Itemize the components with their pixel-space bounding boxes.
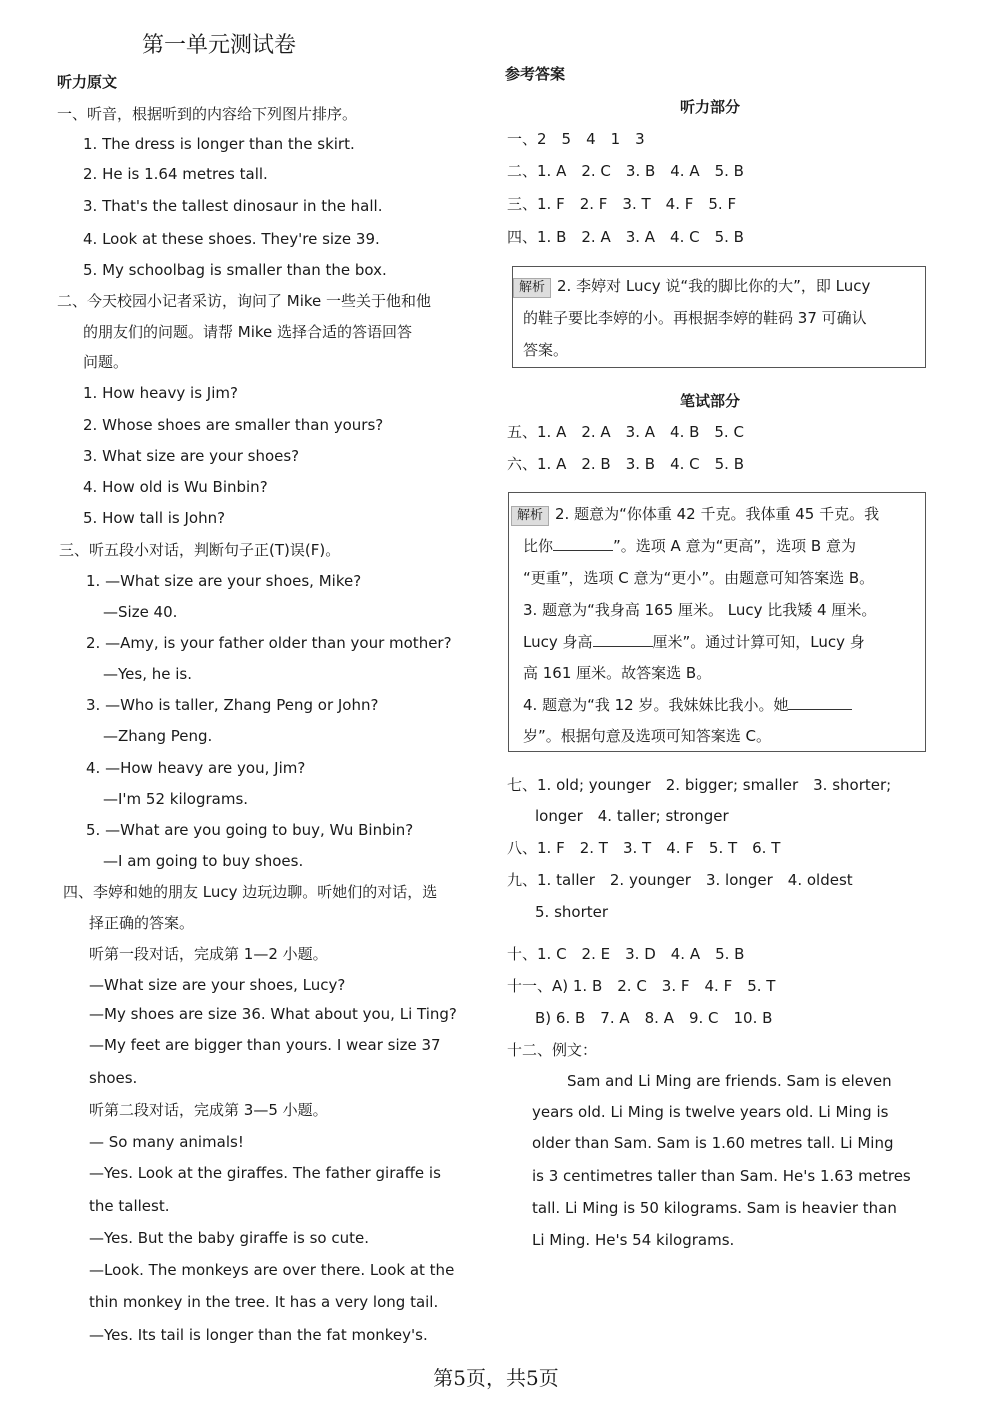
listening-part-heading: 听力部分	[680, 98, 741, 116]
answer-row: 十二、例文：	[507, 1041, 598, 1059]
script-line: shoes.	[89, 1069, 138, 1087]
script-line: 1. The dress is longer than the skirt.	[83, 135, 355, 153]
script-line: 4. Look at these shoes. They're size 39.	[83, 230, 380, 248]
sample-essay-line: tall. Li Ming is 50 kilograms. Sam is heavier than	[532, 1199, 897, 1217]
sample-essay-line: Li Ming. He's 54 kilograms.	[532, 1231, 735, 1249]
script-line: 3. That's the tallest dinosaur in the hall.	[83, 197, 383, 215]
script-line: 5. My schoolbag is smaller than the box.	[83, 261, 387, 279]
section-4-instruction: 择正确的答案。	[89, 914, 195, 932]
script-line: —Yes. But the baby giraffe is so cute.	[89, 1229, 369, 1247]
analysis-badge: 解析	[513, 278, 551, 298]
answer-blank	[788, 695, 852, 710]
answer-blank	[593, 632, 653, 647]
analysis-line: 3. 题意为“我身高 165 厘米。 Lucy 比我矮 4 厘米。	[523, 601, 877, 619]
answer-row: 5. shorter	[535, 903, 609, 921]
script-line: the tallest.	[89, 1197, 170, 1215]
script-line: —My shoes are size 36. What about you, Li Ting?	[89, 1005, 457, 1023]
analysis-line: 答案。	[523, 341, 569, 359]
answer-row: 四、1. B 2. A 3. A 4. C 5. B	[507, 228, 744, 246]
answer-row: 二、1. A 2. C 3. B 4. A 5. B	[507, 162, 744, 180]
analysis-line: “更重”，选项 C 意为“更小”。由题意可知答案选 B。	[523, 569, 875, 587]
analysis-line: 2. 题意为“你体重 42 千克。我体重 45 千克。我	[555, 505, 880, 523]
section-2-instruction: 二、今天校园小记者采访，询问了 Mike 一些关于他和他	[57, 292, 432, 310]
script-line: 3. What size are your shoes?	[83, 447, 300, 465]
answer-row: longer 4. taller; stronger	[535, 807, 729, 825]
script-line: 1. —What size are your shoes, Mike?	[86, 572, 362, 590]
script-line: 3. —Who is taller, Zhang Peng or John?	[86, 696, 379, 714]
section-3-instruction: 三、听五段小对话，判断句子正(T)误(F)。	[59, 541, 341, 559]
answer-row: 十一、A) 1. B 2. C 3. F 4. F 5. T	[507, 977, 776, 995]
script-line: — So many animals!	[89, 1133, 244, 1151]
answer-row: 七、1. old; younger 2. bigger; smaller 3. shorter;	[507, 776, 892, 794]
sample-essay-line: Sam and Li Ming are friends. Sam is eleven	[567, 1072, 892, 1090]
analysis-line: 比你	[523, 537, 554, 555]
section-2-instruction: 的朋友们的问题。请帮 Mike 选择合适的答语回答	[83, 323, 413, 341]
section-2-instruction: 问题。	[83, 353, 129, 371]
analysis-line: 2. 李婷对 Lucy 说“我的脚比你的大”，即 Lucy	[557, 277, 871, 295]
page-title: 第一单元测试卷	[142, 33, 297, 58]
answer-row: 三、1. F 2. F 3. T 4. F 5. F	[507, 195, 737, 213]
answers-heading: 参考答案	[505, 65, 566, 83]
script-line: 2. He is 1.64 metres tall.	[83, 165, 268, 183]
script-line: 2. —Amy, is your father older than your mother?	[86, 634, 452, 652]
script-line: thin monkey in the tree. It has a very long tail.	[89, 1293, 439, 1311]
script-line: —What size are your shoes, Lucy?	[89, 976, 346, 994]
answer-row: B) 6. B 7. A 8. A 9. C 10. B	[535, 1009, 773, 1027]
analysis-line: 的鞋子要比李婷的小。再根据李婷的鞋码 37 可确认	[523, 309, 867, 327]
answer-row: 六、1. A 2. B 3. B 4. C 5. B	[507, 455, 745, 473]
sample-essay-line: is 3 centimetres taller than Sam. He's 1.63 metres	[532, 1167, 911, 1185]
analysis-badge: 解析	[511, 506, 549, 526]
script-line: —Look. The monkeys are over there. Look at the	[89, 1261, 455, 1279]
script-line: —Yes. Look at the giraffes. The father giraffe is	[89, 1164, 441, 1182]
writing-part-heading: 笔试部分	[680, 392, 741, 410]
script-line: 听第二段对话，完成第 3—5 小题。	[89, 1101, 328, 1119]
script-line: 1. How heavy is Jim?	[83, 384, 238, 402]
script-line: 4. —How heavy are you, Jim?	[86, 759, 306, 777]
section-1-instruction: 一、听音，根据听到的内容给下列图片排序。	[57, 105, 358, 123]
answer-row: 十、1. C 2. E 3. D 4. A 5. B	[507, 945, 745, 963]
script-line: 2. Whose shoes are smaller than yours?	[83, 416, 384, 434]
section-4-instruction: 四、李婷和她的朋友 Lucy 边玩边聊。听她们的对话，选	[63, 883, 438, 901]
script-line: —My feet are bigger than yours. I wear size 37	[89, 1036, 441, 1054]
script-line: 听第一段对话，完成第 1—2 小题。	[89, 945, 328, 963]
sample-essay-line: older than Sam. Sam is 1.60 metres tall. Li Ming	[532, 1134, 894, 1152]
analysis-line: ”。选项 A 意为“更高”，选项 B 意为	[613, 537, 856, 555]
answer-row: 五、1. A 2. A 3. A 4. B 5. C	[507, 423, 744, 441]
script-line: —Yes. Its tail is longer than the fat monkey's.	[89, 1326, 428, 1344]
answer-row: 八、1. F 2. T 3. T 4. F 5. T 6. T	[507, 839, 781, 857]
analysis-box	[512, 266, 926, 368]
answer-blank	[553, 536, 613, 551]
analysis-line: 高 161 厘米。故答案选 B。	[523, 664, 712, 682]
answer-row: 一、2 5 4 1 3	[507, 130, 645, 148]
analysis-line: 厘米”。通过计算可知，Lucy 身	[652, 633, 865, 651]
analysis-line: Lucy 身高	[523, 633, 593, 651]
page-footer: 第5页，共5页	[433, 1366, 559, 1390]
script-line: —Zhang Peng.	[103, 727, 213, 745]
script-line: 4. How old is Wu Binbin?	[83, 478, 268, 496]
script-line: 5. How tall is John?	[83, 509, 226, 527]
sample-essay-line: years old. Li Ming is twelve years old. Li Ming is	[532, 1103, 889, 1121]
script-line: 5. —What are you going to buy, Wu Binbin?	[86, 821, 414, 839]
analysis-line: 岁”。根据句意及选项可知答案选 C。	[523, 727, 772, 745]
analysis-line: 4. 题意为“我 12 岁。我妹妹比我小。她	[523, 696, 789, 714]
script-line: —Yes, he is.	[103, 665, 193, 683]
answer-row: 九、1. taller 2. younger 3. longer 4. oldest	[507, 871, 853, 889]
script-line: —I'm 52 kilograms.	[103, 790, 249, 808]
script-line: —I am going to buy shoes.	[103, 852, 304, 870]
analysis-box	[508, 492, 926, 752]
script-line: —Size 40.	[103, 603, 178, 621]
listening-script-heading: 听力原文	[57, 73, 118, 91]
